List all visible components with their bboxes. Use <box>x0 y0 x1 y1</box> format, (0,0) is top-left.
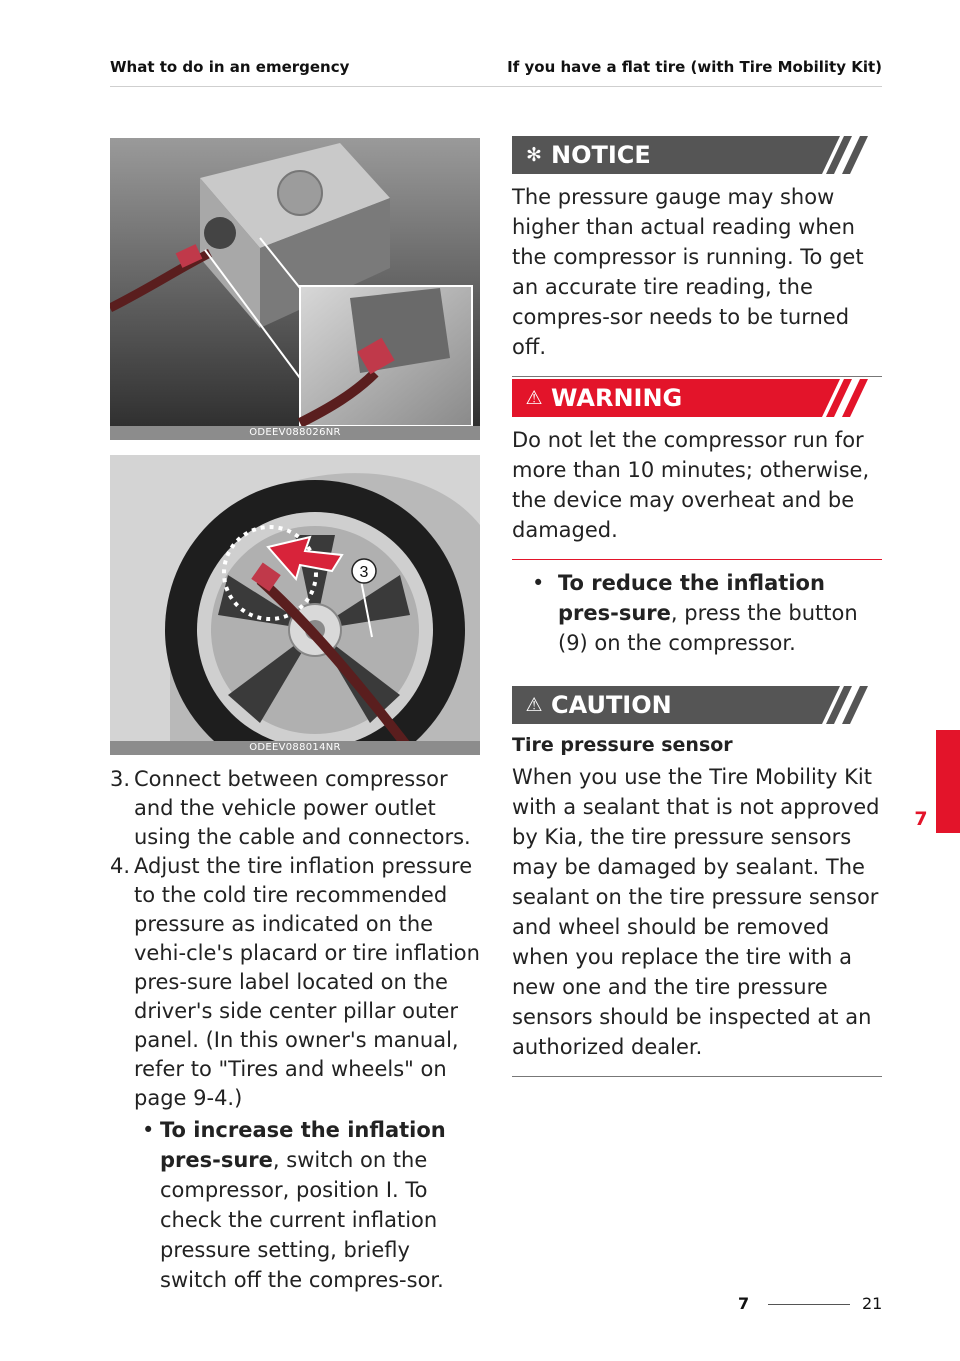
notice-box <box>512 136 882 377</box>
increase-pressure-bullet <box>134 1115 482 1295</box>
bullet-dot-icon: • <box>532 571 545 595</box>
caution-rule <box>512 1076 882 1077</box>
bullet-bold-text: To reduce the inflation pres-sure <box>558 571 825 625</box>
warning-title: WARNING <box>551 384 683 412</box>
callout-number: 3 <box>359 564 369 581</box>
asterisk-icon: ✻ <box>526 144 542 166</box>
notice-header <box>512 136 882 174</box>
step-3 <box>110 765 482 852</box>
footer-page-number: 21 <box>862 1294 883 1313</box>
bullet-text: , switch on the compressor, position I. To check the current inflation pressure setting, briefly switch off the compres-sor. <box>160 1148 444 1292</box>
running-header-right: If you have a flat tire (with Tire Mobility Kit) <box>507 58 882 76</box>
reduce-bullet-item <box>512 568 882 658</box>
caution-triangle-icon: ⚠ <box>525 694 543 716</box>
step-text: Connect between compressor and the vehicle power outlet using the cable and connectors. <box>134 767 471 849</box>
figure-compressor-connector <box>110 138 480 440</box>
footer-divider <box>768 1304 850 1305</box>
caution-title: CAUTION <box>551 691 672 719</box>
caution-header <box>512 686 882 724</box>
step-number: 4. <box>110 854 131 878</box>
warning-box <box>512 379 882 560</box>
wheel-illustration <box>110 455 480 755</box>
bullet-bold-text: To increase the inflation pres-sure <box>160 1118 446 1172</box>
slash-decoration-icon <box>822 686 882 724</box>
notice-rule <box>512 376 882 377</box>
chapter-side-tab <box>936 730 960 833</box>
warning-header <box>512 379 882 417</box>
step-4 <box>110 852 482 1295</box>
header-divider <box>110 86 882 87</box>
caution-subtitle: Tire pressure sensor <box>512 734 733 756</box>
notice-title: NOTICE <box>551 141 651 169</box>
figure-code: ODEEV088014NR <box>110 741 480 755</box>
slash-decoration-icon <box>822 136 882 174</box>
chapter-side-number: 7 <box>914 808 928 830</box>
reduce-pressure-bullet <box>512 566 882 658</box>
bullet-text: , press the button (9) on the compressor. <box>558 601 858 655</box>
warning-rule <box>512 559 882 560</box>
caution-body: When you use the Tire Mobility Kit with a sealant that is not approved by Kia, the tire pressure sensors may be damaged by sealant. The sealant on the tire pressure sensor and wheel should be removed when you replace the tire with a new one and the tire pressure sensors should be inspected at an authorized dealer. <box>512 765 880 1059</box>
footer-chapter-number: 7 <box>738 1294 750 1313</box>
running-header-left: What to do in an emergency <box>110 58 350 76</box>
figure-code: ODEEV088026NR <box>110 426 480 440</box>
caution-box <box>512 686 882 1077</box>
compressor-illustration <box>110 138 480 440</box>
instruction-steps <box>110 765 482 1295</box>
slash-decoration-icon <box>822 379 882 417</box>
figure-wheel-valve <box>110 455 480 755</box>
bullet-dot-icon: • <box>142 1118 155 1142</box>
warning-body: Do not let the compressor run for more than 10 minutes; otherwise, the device may overheat and be damaged. <box>512 428 870 542</box>
step-text: Adjust the tire inflation pressure to the cold tire recommended pressure as indicated on the vehi-cle's placard or tire inflation pres-sure label located on the driver's side center pillar outer panel. (In this owner's manual, refer to "Tires and wheels" on page 9-4.) <box>134 854 480 1110</box>
step-number: 3. <box>110 767 131 791</box>
notice-body: The pressure gauge may show higher than actual reading when the compressor is running. To get an accurate tire reading, the compres-sor needs to be turned off. <box>512 185 864 359</box>
warning-triangle-icon: ⚠ <box>525 387 543 409</box>
